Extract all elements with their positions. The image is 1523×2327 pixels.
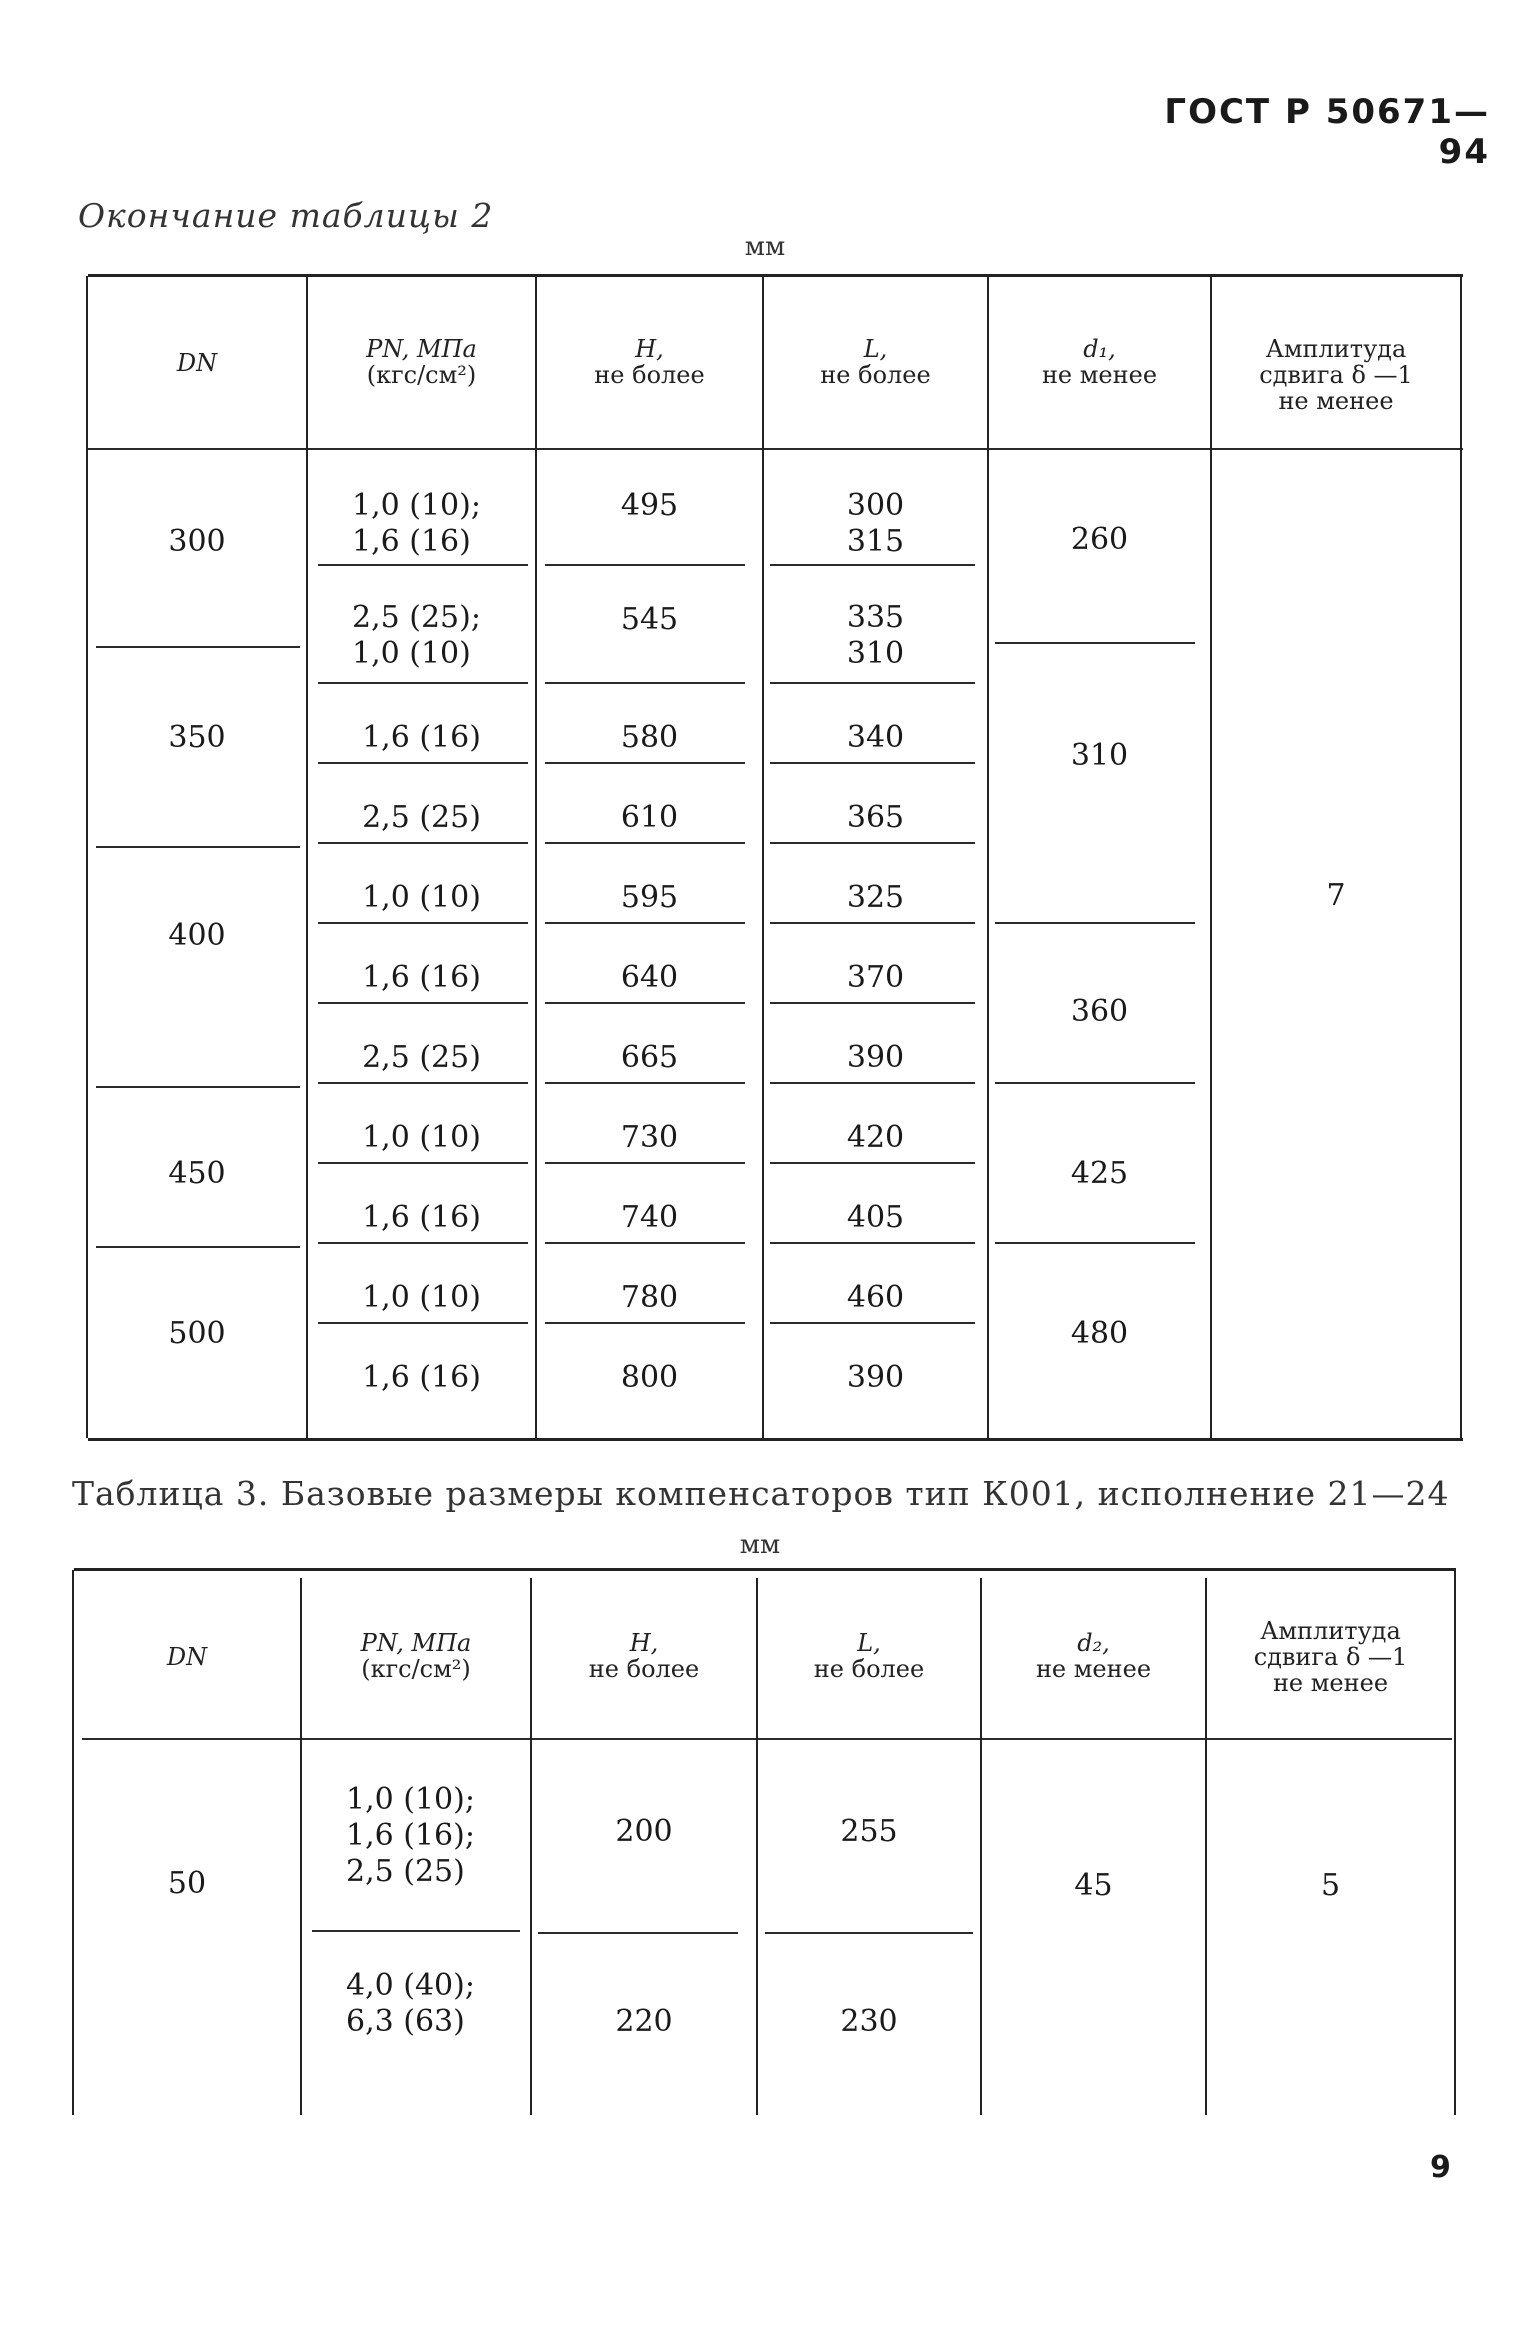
- pn-value: 1,6 (16): [362, 1360, 481, 1395]
- l-value: 390: [846, 1360, 905, 1395]
- l-value: 255: [840, 1814, 898, 1849]
- row-separator: [318, 1162, 528, 1164]
- dn-value: 450: [168, 1156, 226, 1191]
- row-separator: [770, 922, 975, 924]
- row-separator: [545, 842, 745, 844]
- table2-header-amplitude: Амплитуда сдвига δ —1 не менее: [1259, 335, 1413, 415]
- row-separator: [545, 1322, 745, 1324]
- row-separator: [770, 1322, 975, 1324]
- row-separator: [545, 1082, 745, 1084]
- d1-separator: [995, 1082, 1195, 1084]
- table3-header-l: L, не более: [813, 1629, 925, 1683]
- table3-header-dn: DN: [166, 1643, 208, 1671]
- h-value: 200: [615, 1814, 673, 1849]
- d1-separator: [995, 922, 1195, 924]
- h-value: 730: [620, 1120, 679, 1155]
- table2-col-divider: [762, 276, 764, 1438]
- table2-header-dn: DN: [176, 349, 218, 377]
- table2-bottom-border: [88, 1438, 1463, 1441]
- pn-value: 1,0 (10): [362, 1120, 481, 1155]
- row-separator: [318, 1082, 528, 1084]
- h-value: 780: [620, 1280, 679, 1315]
- d1-value: 425: [1070, 1156, 1129, 1191]
- table3-unit: мм: [739, 1530, 781, 1560]
- row-separator: [318, 1322, 528, 1324]
- row-separator: [545, 762, 745, 764]
- table3-top-border: [74, 1568, 1456, 1571]
- table3-caption: Таблица 3. Базовые размеры компенсаторов тип К001, исполнение 21—24: [72, 1474, 1450, 1513]
- table2-header-h: H, не более: [594, 335, 705, 389]
- row-separator: [538, 1932, 738, 1934]
- h-value: 665: [620, 1040, 679, 1075]
- l-value: 390: [846, 1040, 905, 1075]
- l-value: 365: [846, 800, 905, 835]
- table2-header-d1: d₁, не менее: [1041, 335, 1158, 389]
- row-separator: [770, 564, 975, 566]
- table3-header-d2: d₂, не менее: [1035, 1629, 1152, 1683]
- d1-value: 310: [1070, 738, 1129, 773]
- table3-header-border: [82, 1738, 1452, 1740]
- d1-value: 480: [1070, 1316, 1129, 1351]
- l-value: 460: [846, 1280, 905, 1315]
- h-value: 580: [620, 720, 679, 755]
- h-value: 220: [615, 2004, 673, 2039]
- h-value: 640: [620, 960, 679, 995]
- row-separator: [545, 564, 745, 566]
- row-separator: [770, 842, 975, 844]
- table2-col-divider: [535, 276, 537, 1438]
- row-separator: [770, 682, 975, 684]
- row-separator: [545, 922, 745, 924]
- row-separator: [318, 1242, 528, 1244]
- table3-header-h: H, не более: [588, 1629, 700, 1683]
- table2-col-divider: [987, 276, 989, 1438]
- l-value: 405: [846, 1200, 905, 1235]
- dn-value: 350: [168, 720, 226, 755]
- pn-value: 2,5 (25): [362, 1040, 481, 1075]
- row-separator: [318, 564, 528, 566]
- pn-value: 1,0 (10): [362, 880, 481, 915]
- row-separator: [318, 1002, 528, 1004]
- l-value: 420: [846, 1120, 905, 1155]
- pn-value: 4,0 (40); 6,3 (63): [346, 1968, 475, 2039]
- amplitude-value: 7: [1326, 878, 1346, 913]
- dn-separator: [96, 1086, 300, 1088]
- row-separator: [545, 1002, 745, 1004]
- table2-right-border: [1460, 276, 1462, 1438]
- l-value: 340: [846, 720, 905, 755]
- row-separator: [545, 1162, 745, 1164]
- row-separator: [770, 1002, 975, 1004]
- table3-header-pn: PN, МПа (кгс/см²): [360, 1629, 472, 1683]
- row-separator: [312, 1930, 520, 1932]
- row-separator: [318, 842, 528, 844]
- table3-header-amplitude: Амплитуда сдвига δ —1 не менее: [1253, 1617, 1408, 1697]
- row-separator: [318, 922, 528, 924]
- table2-col-divider: [1210, 276, 1212, 1438]
- row-separator: [765, 1932, 973, 1934]
- d1-separator: [995, 642, 1195, 644]
- table2-top-border: [88, 274, 1463, 277]
- table2-caption: Окончание таблицы 2: [78, 196, 494, 235]
- h-value: 800: [620, 1360, 679, 1395]
- dn-value: 300: [168, 524, 226, 559]
- dn-value: 500: [168, 1316, 226, 1351]
- d1-separator: [995, 1242, 1195, 1244]
- l-value: 335 310: [846, 600, 905, 671]
- l-value: 325: [846, 880, 905, 915]
- h-value: 740: [620, 1200, 679, 1235]
- row-separator: [770, 1162, 975, 1164]
- pn-value: 1,0 (10); 1,6 (16); 2,5 (25): [346, 1782, 475, 1889]
- h-value: 610: [620, 800, 679, 835]
- dn-separator: [96, 646, 300, 648]
- row-separator: [318, 682, 528, 684]
- table2-header-border: [88, 448, 1463, 450]
- table2-col-divider: [306, 276, 308, 1438]
- d2-value: 45: [1074, 1868, 1113, 1903]
- gost-header: ГОСТ Р 50671—94: [1164, 92, 1490, 172]
- l-value: 230: [840, 2004, 898, 2039]
- page-number: 9: [1430, 2150, 1451, 2185]
- row-separator: [770, 1242, 975, 1244]
- l-value: 370: [846, 960, 905, 995]
- h-value: 495: [620, 488, 679, 523]
- table2-unit: мм: [744, 232, 786, 262]
- row-separator: [770, 762, 975, 764]
- h-value: 545: [620, 602, 679, 637]
- h-value: 595: [620, 880, 679, 915]
- row-separator: [770, 1082, 975, 1084]
- dn-separator: [96, 1246, 300, 1248]
- pn-value: 1,6 (16): [362, 720, 481, 755]
- table2-left-border: [86, 276, 88, 1438]
- d1-value: 260: [1070, 522, 1129, 557]
- pn-value: 1,0 (10): [362, 1280, 481, 1315]
- dn-separator: [96, 846, 300, 848]
- row-separator: [545, 1242, 745, 1244]
- pn-value: 2,5 (25): [362, 800, 481, 835]
- row-separator: [545, 682, 745, 684]
- table3-right-border: [1454, 1570, 1456, 2115]
- pn-value: 2,5 (25); 1,0 (10): [352, 600, 481, 671]
- table2-header-l: L, не более: [820, 335, 931, 389]
- pn-value: 1,6 (16): [362, 1200, 481, 1235]
- table2-header-pn: PN, МПа (кгс/см²): [366, 335, 477, 389]
- row-separator: [318, 762, 528, 764]
- amplitude-value: 5: [1320, 1868, 1341, 1903]
- pn-value: 1,6 (16): [362, 960, 481, 995]
- dn-value: 400: [168, 918, 226, 953]
- pn-value: 1,0 (10); 1,6 (16): [352, 488, 481, 559]
- d1-value: 360: [1070, 994, 1129, 1029]
- l-value: 300 315: [846, 488, 905, 559]
- dn-value: 50: [167, 1866, 207, 1901]
